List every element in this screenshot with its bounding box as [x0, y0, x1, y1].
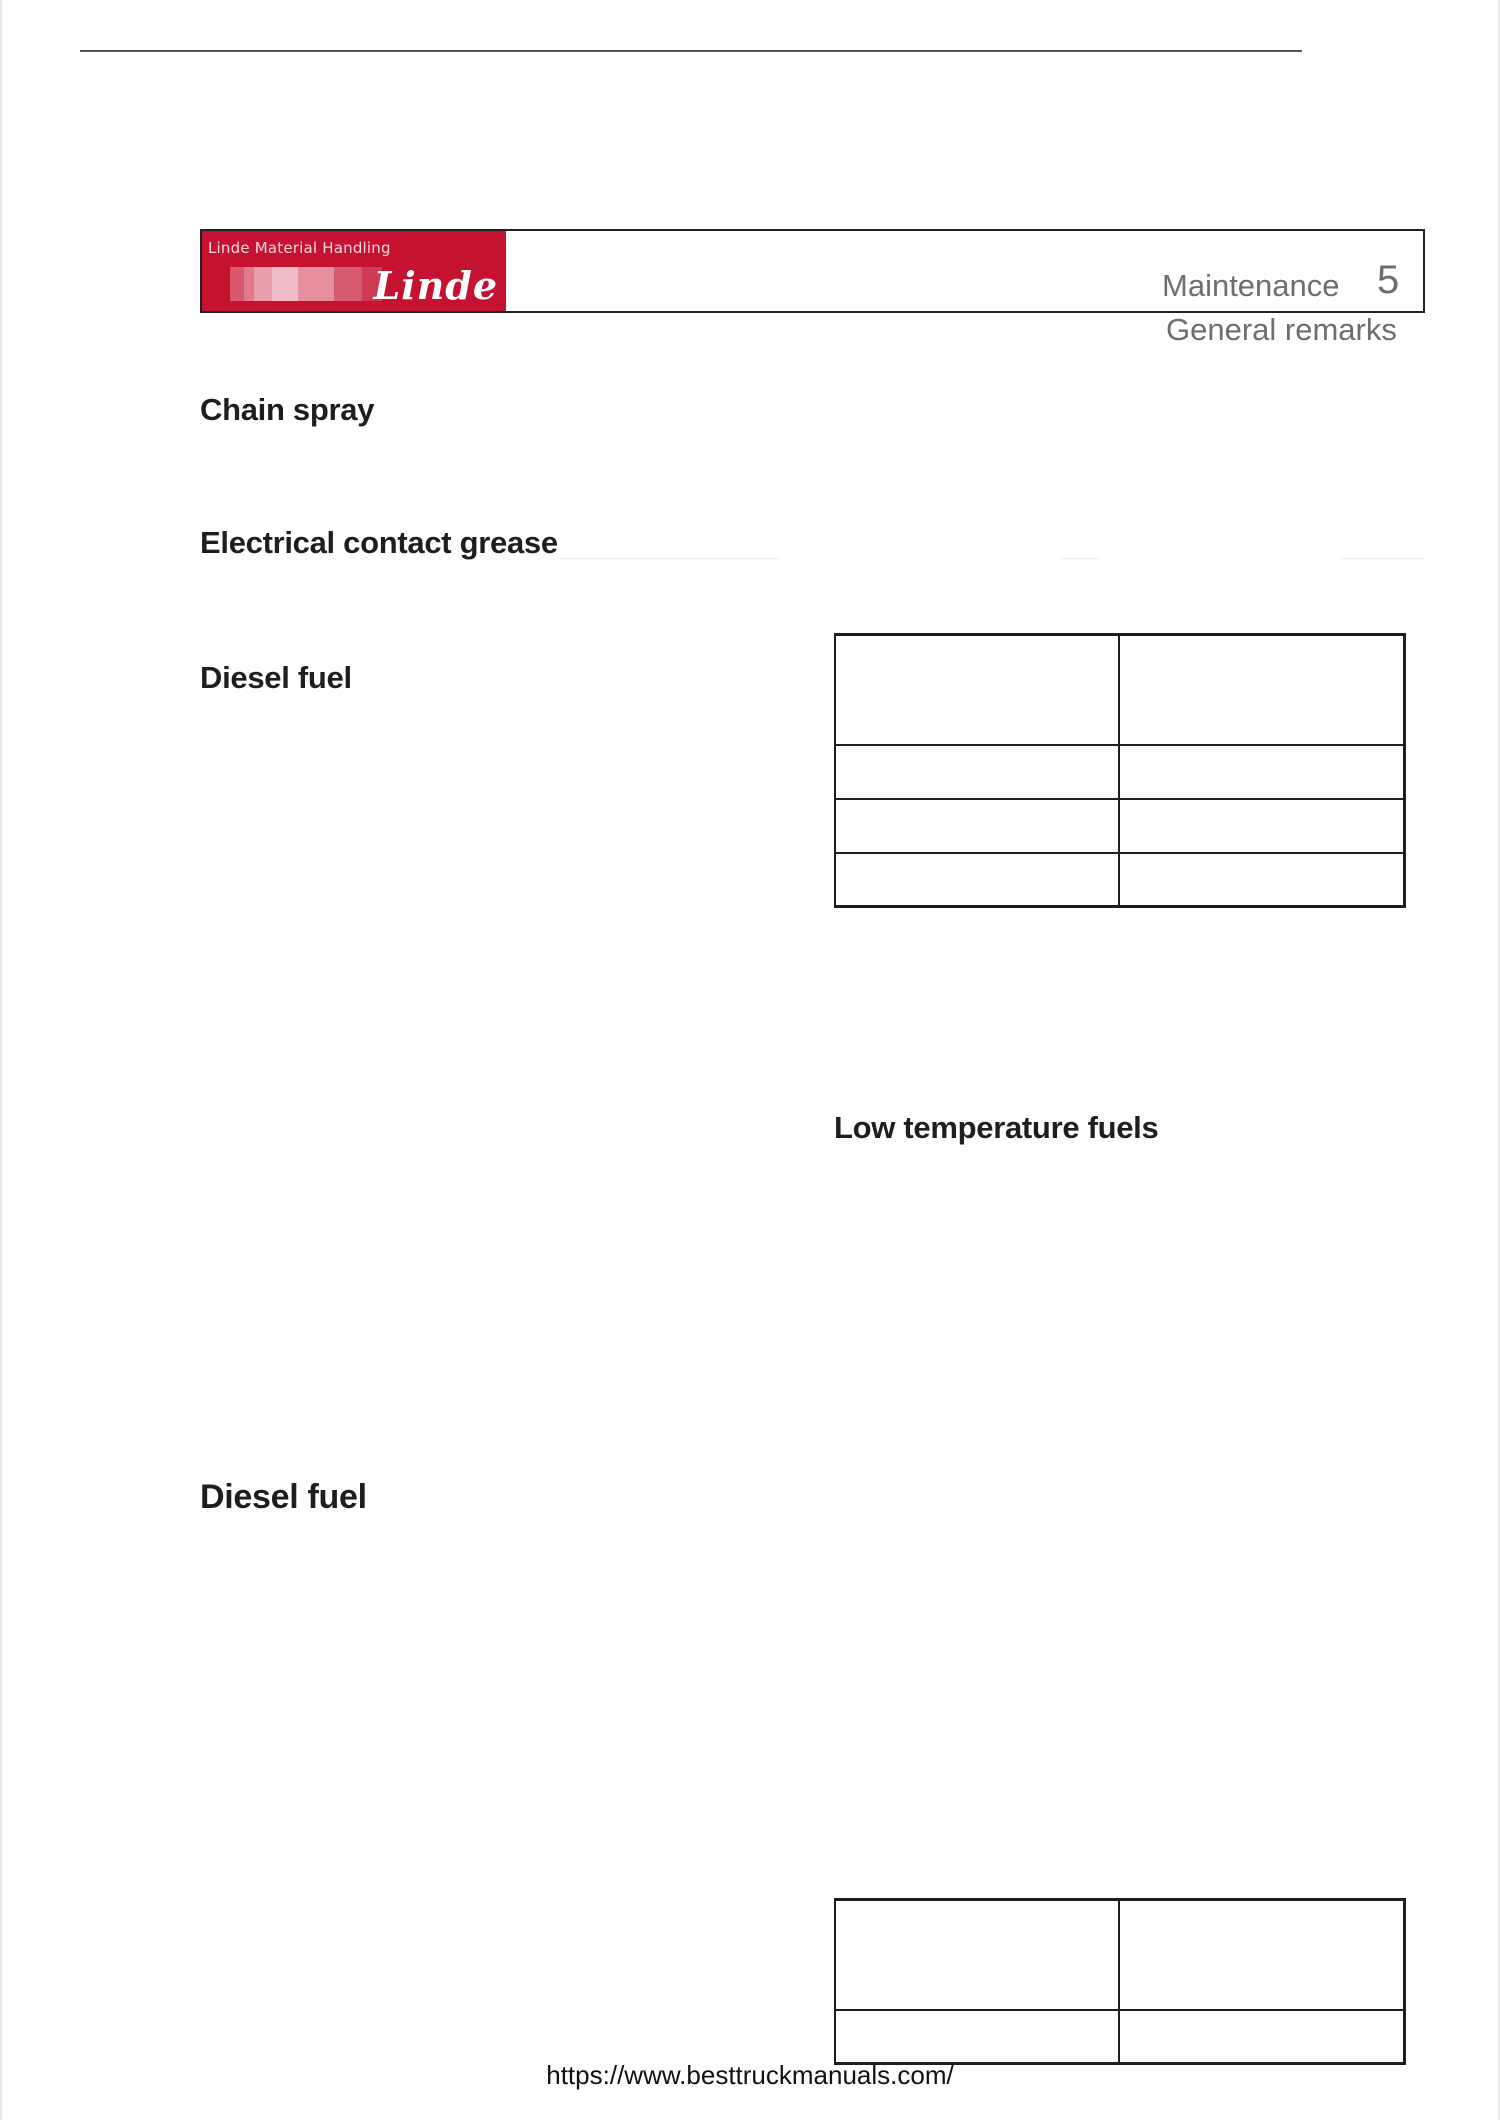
logo-pixel-pattern [230, 267, 382, 301]
faint-rule [560, 558, 780, 559]
footer-url: https://www.besttruckmanuals.com/ [546, 2060, 954, 2090]
fuel-spec-table-2 [834, 1898, 1406, 2065]
table-cell [835, 1900, 1119, 2010]
brand-small-text: Linde Material Handling [208, 239, 391, 257]
linde-logo [202, 231, 506, 311]
faint-rule [1340, 558, 1424, 559]
heading-chain-spray: Chain spray [200, 392, 375, 427]
heading-contact-grease: Electrical contact grease [200, 525, 558, 560]
heading-low-temperature-fuels: Low temperature fuels [834, 1110, 1159, 1145]
table-cell [1119, 1900, 1405, 2010]
table-cell [1119, 853, 1405, 907]
table-cell [1119, 745, 1405, 799]
table-cell [1119, 2010, 1405, 2064]
table-cell [1119, 635, 1405, 745]
table-cell [835, 799, 1119, 853]
fuel-spec-table [834, 633, 1406, 908]
section-title: Maintenance [1162, 268, 1340, 303]
section-number: 5 [1377, 258, 1400, 302]
faint-rule [1060, 558, 1100, 559]
heading-diesel-fuel: Diesel fuel [200, 660, 352, 695]
table-cell [1119, 799, 1405, 853]
brand-logo-wordmark: Linde [373, 263, 498, 308]
subsection-title: General remarks [1166, 312, 1397, 347]
table-cell [835, 2010, 1119, 2064]
table-cell [835, 635, 1119, 745]
heading-diesel-fuel-2: Diesel fuel [200, 1478, 367, 1516]
top-rule [80, 50, 1302, 52]
table-cell [835, 745, 1119, 799]
table-cell [835, 853, 1119, 907]
